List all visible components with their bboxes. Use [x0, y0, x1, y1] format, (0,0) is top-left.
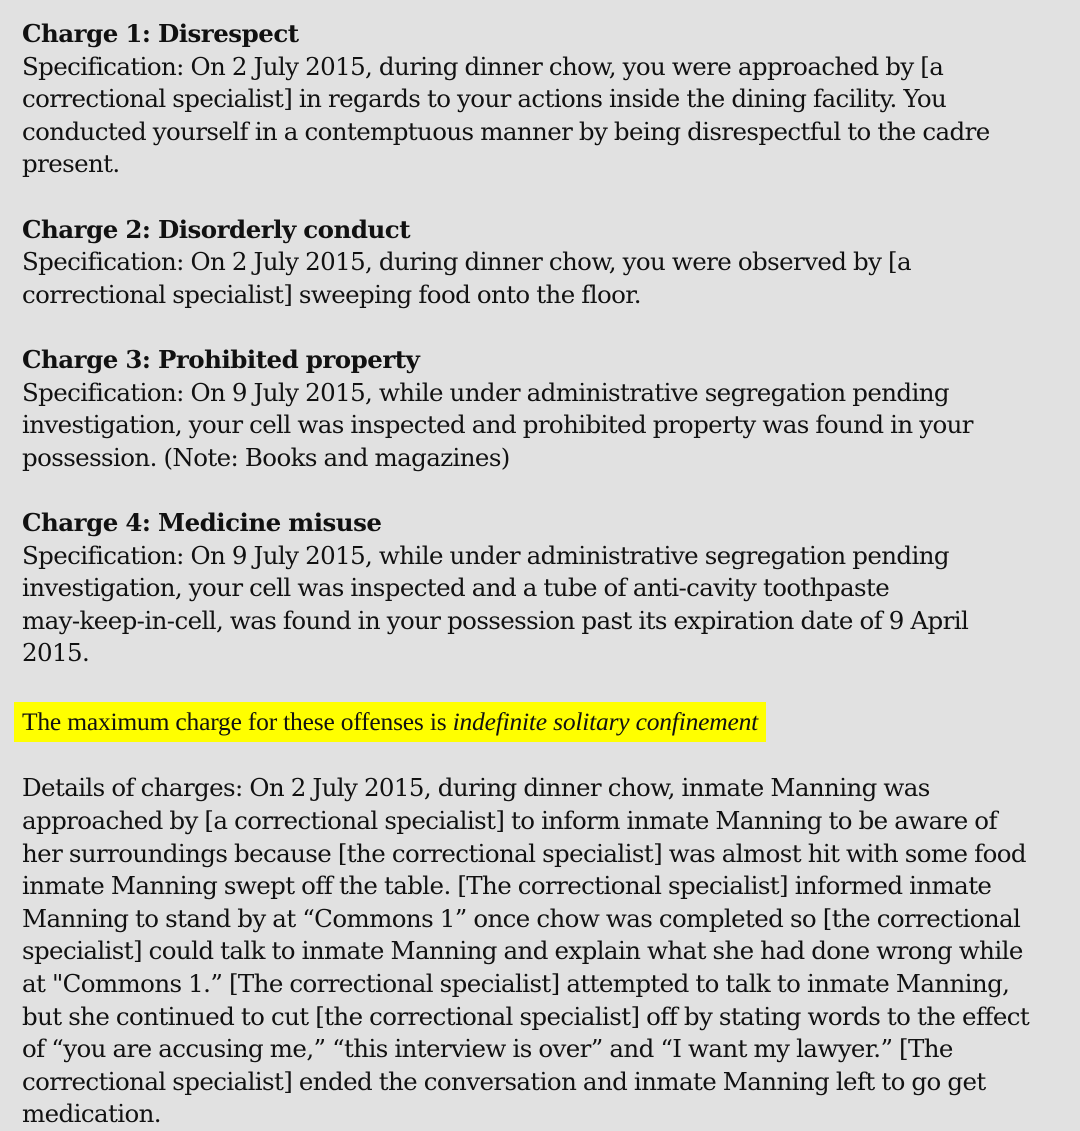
- highlighted-text: [14, 702, 766, 742]
- charge-3-specification: Specification: On 9 July 2015, while under administrative segregation pending investigation, your cell was inspected and prohibited property was found in your possession. (Note: Books and magazines): [22, 377, 973, 472]
- maximum-charge-notice: [14, 702, 1064, 742]
- charge-sheet-document: [22, 18, 1072, 1131]
- highlight-prefix: The maximum charge for these offenses is: [22, 707, 453, 737]
- details-of-charges: Details of charges: On 2 July 2015, during dinner chow, inmate Manning was approached by [a correctional specialist] to inform inmate Manning to be aware of her surroundings because [the correctional specialist] was almost hit with some food inmate Manning swept off the table. [The correctional specialist] informed inmate Manning to stand by at “Commons 1” once chow was completed so [the correctional specialist] could talk to inmate Manning and explain what she had done wrong while at "Commons 1.” [The correctional specialist] attempted to talk to inmate Manning, but she continued to cut [the correctional specialist] off by stating words to the effect of “you are accusing me,” “this interview is over” and “I want my lawyer.” [The correctional specialist] ended the conversation and inmate Manning left to go get medication.: [22, 773, 1030, 1129]
- charge-1-specification: Specification: On 2 July 2015, during dinner chow, you were approached by [a correctional specialist] in regards to your actions inside the dining facility. You conducted yourself in a contemptuous manner by being disrespectful to the cadre present.: [22, 51, 990, 179]
- charge-4-specification: Specification: On 9 July 2015, while under administrative segregation pending investigation, your cell was inspected and a tube of anti-cavity toothpaste may-keep-in-cell, was found in your possession past its expiration date of 9 April 2015.: [22, 540, 969, 668]
- charge-4-title: Charge 4: Medicine misuse: [22, 507, 382, 537]
- charge-2: [22, 214, 1072, 312]
- charge-1-title: Charge 1: Disrespect: [22, 19, 299, 48]
- charge-4: [22, 507, 1072, 670]
- charge-2-title: Charge 2: Disorderly conduct: [22, 214, 411, 244]
- charge-3-title: Charge 3: Prohibited property: [22, 344, 420, 374]
- charge-1: [22, 18, 1072, 181]
- charge-2-specification: Specification: On 2 July 2015, during dinner chow, you were observed by [a correctional specialist] sweeping food onto the floor.: [22, 247, 911, 309]
- highlight-emphasis: indefinite solitary confinement: [452, 707, 759, 737]
- charge-3: [22, 344, 1072, 474]
